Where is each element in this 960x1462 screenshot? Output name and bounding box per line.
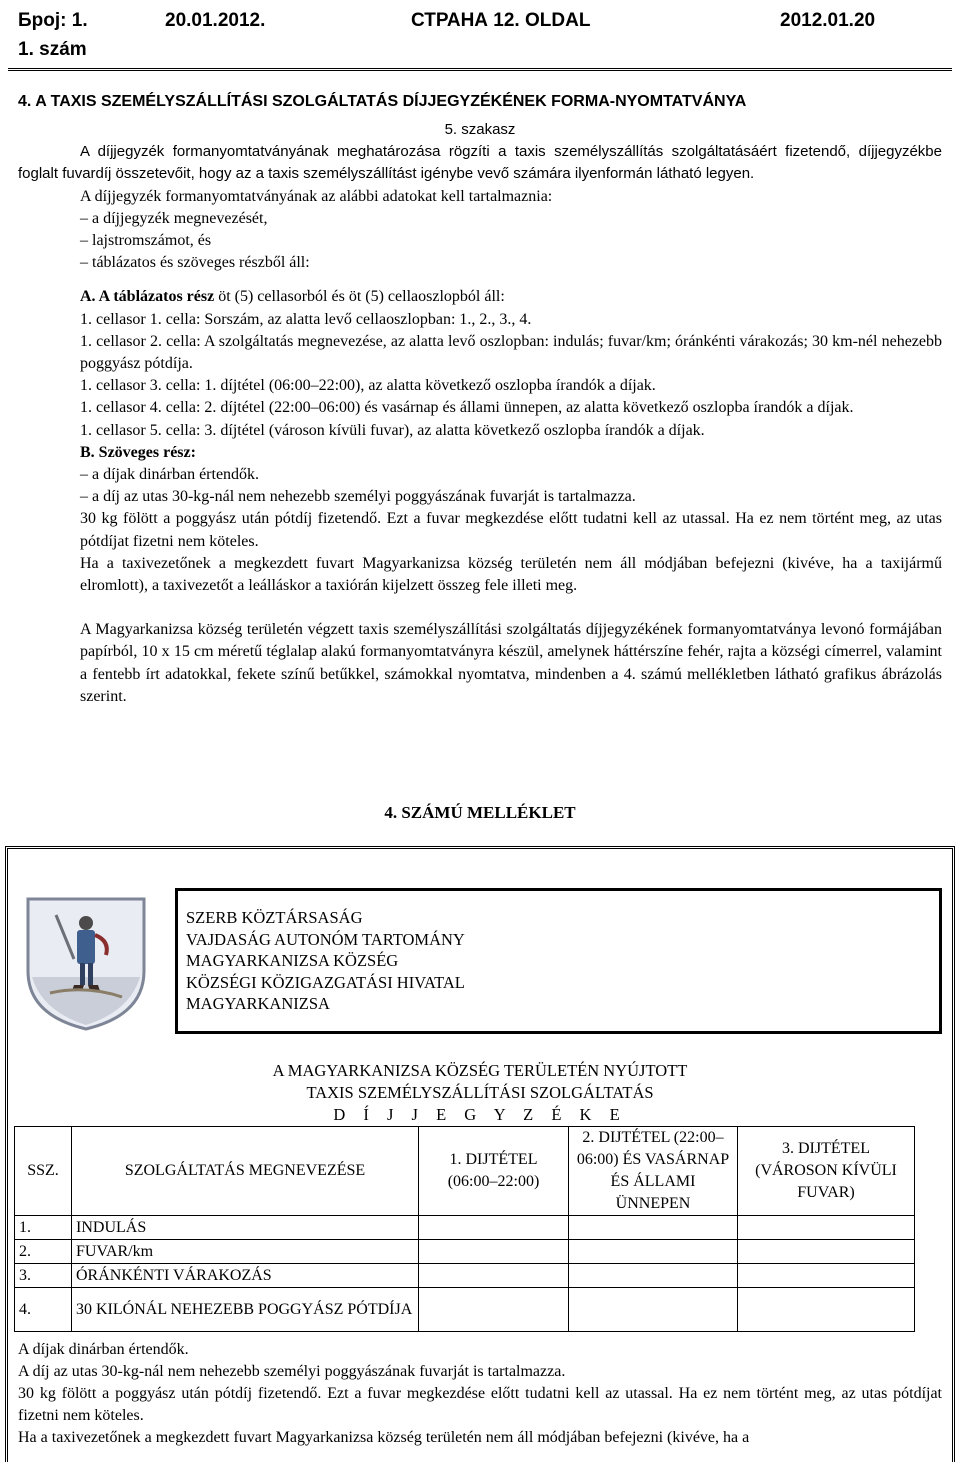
note-line: A díjak dinárban értendők.	[18, 1341, 189, 1358]
part-a-row: 1. cellasor 4. cella: 2. díjtétel (22:00–06:00) és vasárnap és állami ünnepen, az alatta következő oszlopba írandók a díjak.	[80, 399, 854, 417]
header-divider	[8, 68, 952, 71]
issue-number-hu: 1. szám	[18, 39, 87, 60]
row-tariff-1	[419, 1240, 569, 1264]
closing-paragraph: A Magyarkanizsa község területén végzett taxis személyszállítási szolgáltatás díjjegyzékének formanyomtatványa levonó formájában papírból, 10 x 15 cm méretű téglalap alakú formanyomtatványra készül, amelynek háttérszíne fehér, rajta a községi címerrel, valamint a fentebb írt adatokkal, fekete színű betűkkel, számokkal nyomtatva, mindenben a 4. számú mellékletben látható grafikus ábrázolás szerint.	[80, 621, 942, 705]
header-cell-number: SSZ.	[15, 1127, 72, 1216]
header-cell-service: SZOLGÁLTATÁS MEGNEVEZÉSE	[72, 1127, 419, 1216]
tariff-title	[0, 1060, 960, 1126]
part-b-item: – a díj az utas 30-kg-nál nem nehezebb személyi poggyászának fuvarját is tartalmazza.	[80, 488, 636, 506]
note-line: 30 kg fölött a poggyász után pótdíj fizetendő. Ezt a fuvar megkezdése előtt tudatni kell az utassal. Ha ez nem történt meg, az utas pótdíjat fizetni nem köteles.	[18, 1385, 942, 1424]
part-a-row: 1. cellasor 2. cella: A szolgáltatás megnevezése, az alatta levő oszlopban: indulás; fuvar/km; óránkénti várakozás; 30 km-nél nehezebb poggyász pótdíja.	[80, 332, 942, 373]
institution-line: VAJDASÁG AUTONÓM TARTOMÁNY	[186, 929, 465, 949]
row-tariff-3	[738, 1216, 915, 1240]
row-service: INDULÁS	[72, 1216, 419, 1240]
annex-title: 4. SZÁMÚ MELLÉKLET	[384, 803, 576, 822]
section-title: 4. A TAXIS SZEMÉLYSZÁLLÍTÁSI SZOLGÁLTATÁS DÍJJEGYZÉKÉNEK FORMA-NYOMTATVÁNYA	[18, 93, 747, 110]
row-number: 2.	[15, 1240, 72, 1264]
row-tariff-2	[569, 1240, 738, 1264]
part-a-heading	[18, 286, 942, 308]
tariff-title-line: A MAGYARKANIZSA KÖZSÉG TERÜLETÉN NYÚJTOTT	[272, 1061, 688, 1080]
date-sr: 20.01.2012.	[165, 10, 266, 31]
tariff-title-line: D Í J J E G Y Z É K E	[333, 1105, 627, 1124]
row-tariff-3	[738, 1264, 915, 1288]
annex-notes	[18, 1339, 942, 1449]
row-service: ÓRÁNKÉNTI VÁRAKOZÁS	[72, 1264, 419, 1288]
row-tariff-2	[569, 1264, 738, 1288]
part-a-row: 1. cellasor 3. cella: 1. díjtétel (06:00–22:00), az alatta következő oszlopba írandók a díjak.	[80, 377, 656, 395]
content-item: – a díjjegyzék megnevezését,	[80, 209, 268, 227]
header-cell-tariff-2: 2. DIJTÉTEL (22:00–06:00) ÉS VASÁRNAP ÉS ÁLLAMI ÜNNEPEN	[569, 1127, 738, 1216]
institution-line: MAGYARKANIZSA KÖZSÉG	[186, 951, 399, 971]
part-a-label: A. A táblázatos rész	[80, 288, 215, 306]
table-row	[15, 1288, 915, 1332]
row-tariff-1	[419, 1288, 569, 1332]
content-item: – táblázatos és szöveges részből áll:	[80, 254, 310, 272]
row-tariff-1	[419, 1216, 569, 1240]
intro-paragraph: A díjjegyzék formanyomtatványának meghatározása rögzíti a taxis személyszállítás szolgáltatásáért fizetendő, díjjegyzékbe foglalt fuvardíj összetevőit, hogy az a taxis személyszállítást igénybe vevő számára ilyenformán látható legyen.	[18, 143, 942, 183]
tariff-table	[14, 1126, 915, 1332]
row-tariff-2	[569, 1216, 738, 1240]
table-row	[15, 1264, 915, 1288]
content-item: – lajstromszámot, és	[80, 232, 212, 250]
header-cell-tariff-1: 1. DIJTÉTEL (06:00–22:00)	[419, 1127, 569, 1216]
page-header	[0, 0, 960, 72]
note-line: Ha a taxivezetőnek a megkezdett fuvart Magyarkanizsa község területén nem áll módjában befejezni (kivéve, ha a	[18, 1429, 750, 1446]
part-b-heading: B. Szöveges rész:	[80, 443, 196, 461]
part-b-paragraph: Ha a taxivezetőnek a megkezdett fuvart Magyarkanizsa község területén nem áll módjában befejezni (kivéve, ha a taxijármű elromlott), a taxivezetőt a leálláskor a taxiórán kijelzett összeg fele illeti meg.	[80, 554, 942, 595]
page-number: СТРАНА 12. OLDAL	[411, 10, 591, 31]
content-intro: A díjjegyzék formanyomtatványának az alábbi adatokat kell tartalmaznia:	[80, 187, 553, 205]
institution-line: KÖZSÉGI KÖZIGAZGATÁSI HIVATAL	[186, 972, 465, 992]
institution-box	[175, 888, 942, 1034]
row-service: FUVAR/km	[72, 1240, 419, 1264]
row-service: 30 KILÓNÁL NEHEZEBB POGGYÁSZ PÓTDÍJA	[72, 1288, 419, 1332]
table-row	[15, 1240, 915, 1264]
note-line: A díj az utas 30-kg-nál nem nehezebb személyi poggyászának fuvarját is tartalmazza.	[18, 1363, 566, 1380]
regulation-body	[18, 119, 942, 708]
coat-of-arms-icon	[22, 893, 150, 1033]
row-tariff-2	[569, 1288, 738, 1332]
institution-line: MAGYARKANIZSA	[186, 994, 330, 1014]
part-a-row: 1. cellasor 5. cella: 3. díjtétel (városon kívüli fuvar), az alatta következő oszlopba írandók a díjak.	[80, 421, 705, 439]
institution-line: SZERB KÖZTÁRSASÁG	[186, 908, 363, 927]
date-hu: 2012.01.20	[780, 10, 876, 31]
row-number: 4.	[15, 1288, 72, 1332]
row-number: 3.	[15, 1264, 72, 1288]
issue-number-sr: Број: 1.	[18, 10, 88, 31]
row-number: 1.	[15, 1216, 72, 1240]
tariff-title-line: TAXIS SZEMÉLYSZÁLLÍTÁSI SZOLGÁLTATÁS	[306, 1083, 654, 1102]
part-a-text: öt (5) cellasorból és öt (5) cellaoszlopból áll:	[214, 288, 505, 306]
section-number: 5. szakasz	[444, 121, 516, 138]
row-tariff-3	[738, 1240, 915, 1264]
part-b-item: – a díjak dinárban értendők.	[80, 466, 260, 484]
header-cell-tariff-3: 3. DIJTÉTEL (VÁROSON KÍVÜLI FUVAR)	[738, 1127, 915, 1216]
part-b-paragraph: 30 kg fölött a poggyász után pótdíj fizetendő. Ezt a fuvar megkezdése előtt tudatni kell az utassal. Ha ez nem történt meg, az utas pótdíjat fizetni nem köteles.	[80, 510, 942, 550]
row-tariff-1	[419, 1264, 569, 1288]
row-tariff-3	[738, 1288, 915, 1332]
table-row	[15, 1216, 915, 1240]
part-a-row: 1. cellasor 1. cella: Sorszám, az alatta levő cellaoszlopban: 1., 2., 3., 4.	[80, 310, 532, 328]
